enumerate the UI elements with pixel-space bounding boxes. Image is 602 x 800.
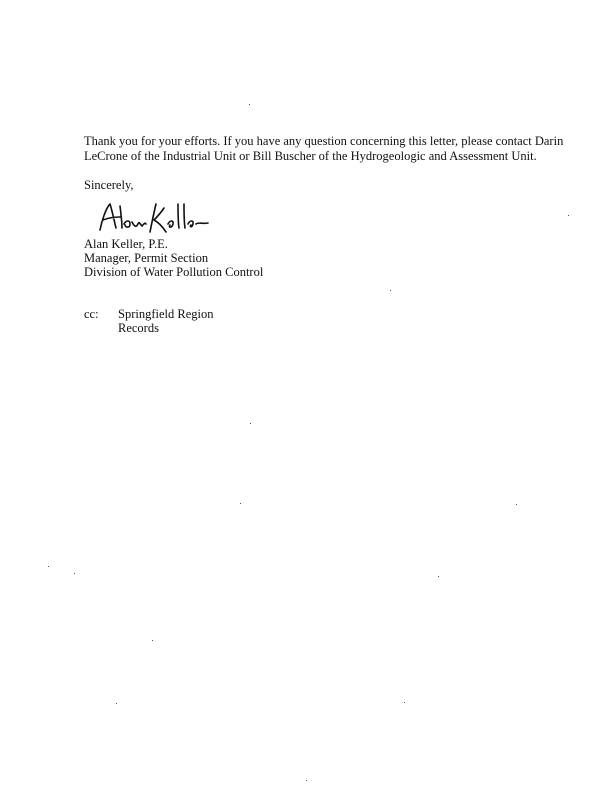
scan-speck xyxy=(516,504,517,505)
scan-speck xyxy=(240,503,241,504)
scan-speck xyxy=(152,640,153,641)
scan-speck xyxy=(404,702,405,703)
scan-speck xyxy=(306,780,307,781)
scan-speck xyxy=(250,423,251,424)
cc-recipient-1: Springfield Region xyxy=(118,307,214,321)
cc-recipient-2: Records xyxy=(118,321,159,335)
handwritten-signature xyxy=(94,198,214,238)
signer-division: Division of Water Pollution Control xyxy=(84,265,264,279)
scan-speck xyxy=(74,573,75,574)
closing: Sincerely, xyxy=(84,178,134,192)
cc-label: cc: xyxy=(84,307,99,321)
body-line-1: Thank you for your efforts. If you have any question concerning this letter, please contact Darin xyxy=(84,134,564,148)
signer-name: Alan Keller, P.E. xyxy=(84,237,168,251)
body-line-2: LeCrone of the Industrial Unit or Bill Buscher of the Hydrogeologic and Assessment Unit. xyxy=(84,149,537,163)
scan-speck xyxy=(390,290,391,291)
scan-speck xyxy=(568,215,569,216)
scan-speck xyxy=(116,703,117,704)
scan-speck xyxy=(48,566,49,567)
signer-title: Manager, Permit Section xyxy=(84,251,209,265)
scan-speck xyxy=(438,576,439,577)
scan-speck xyxy=(249,104,250,105)
